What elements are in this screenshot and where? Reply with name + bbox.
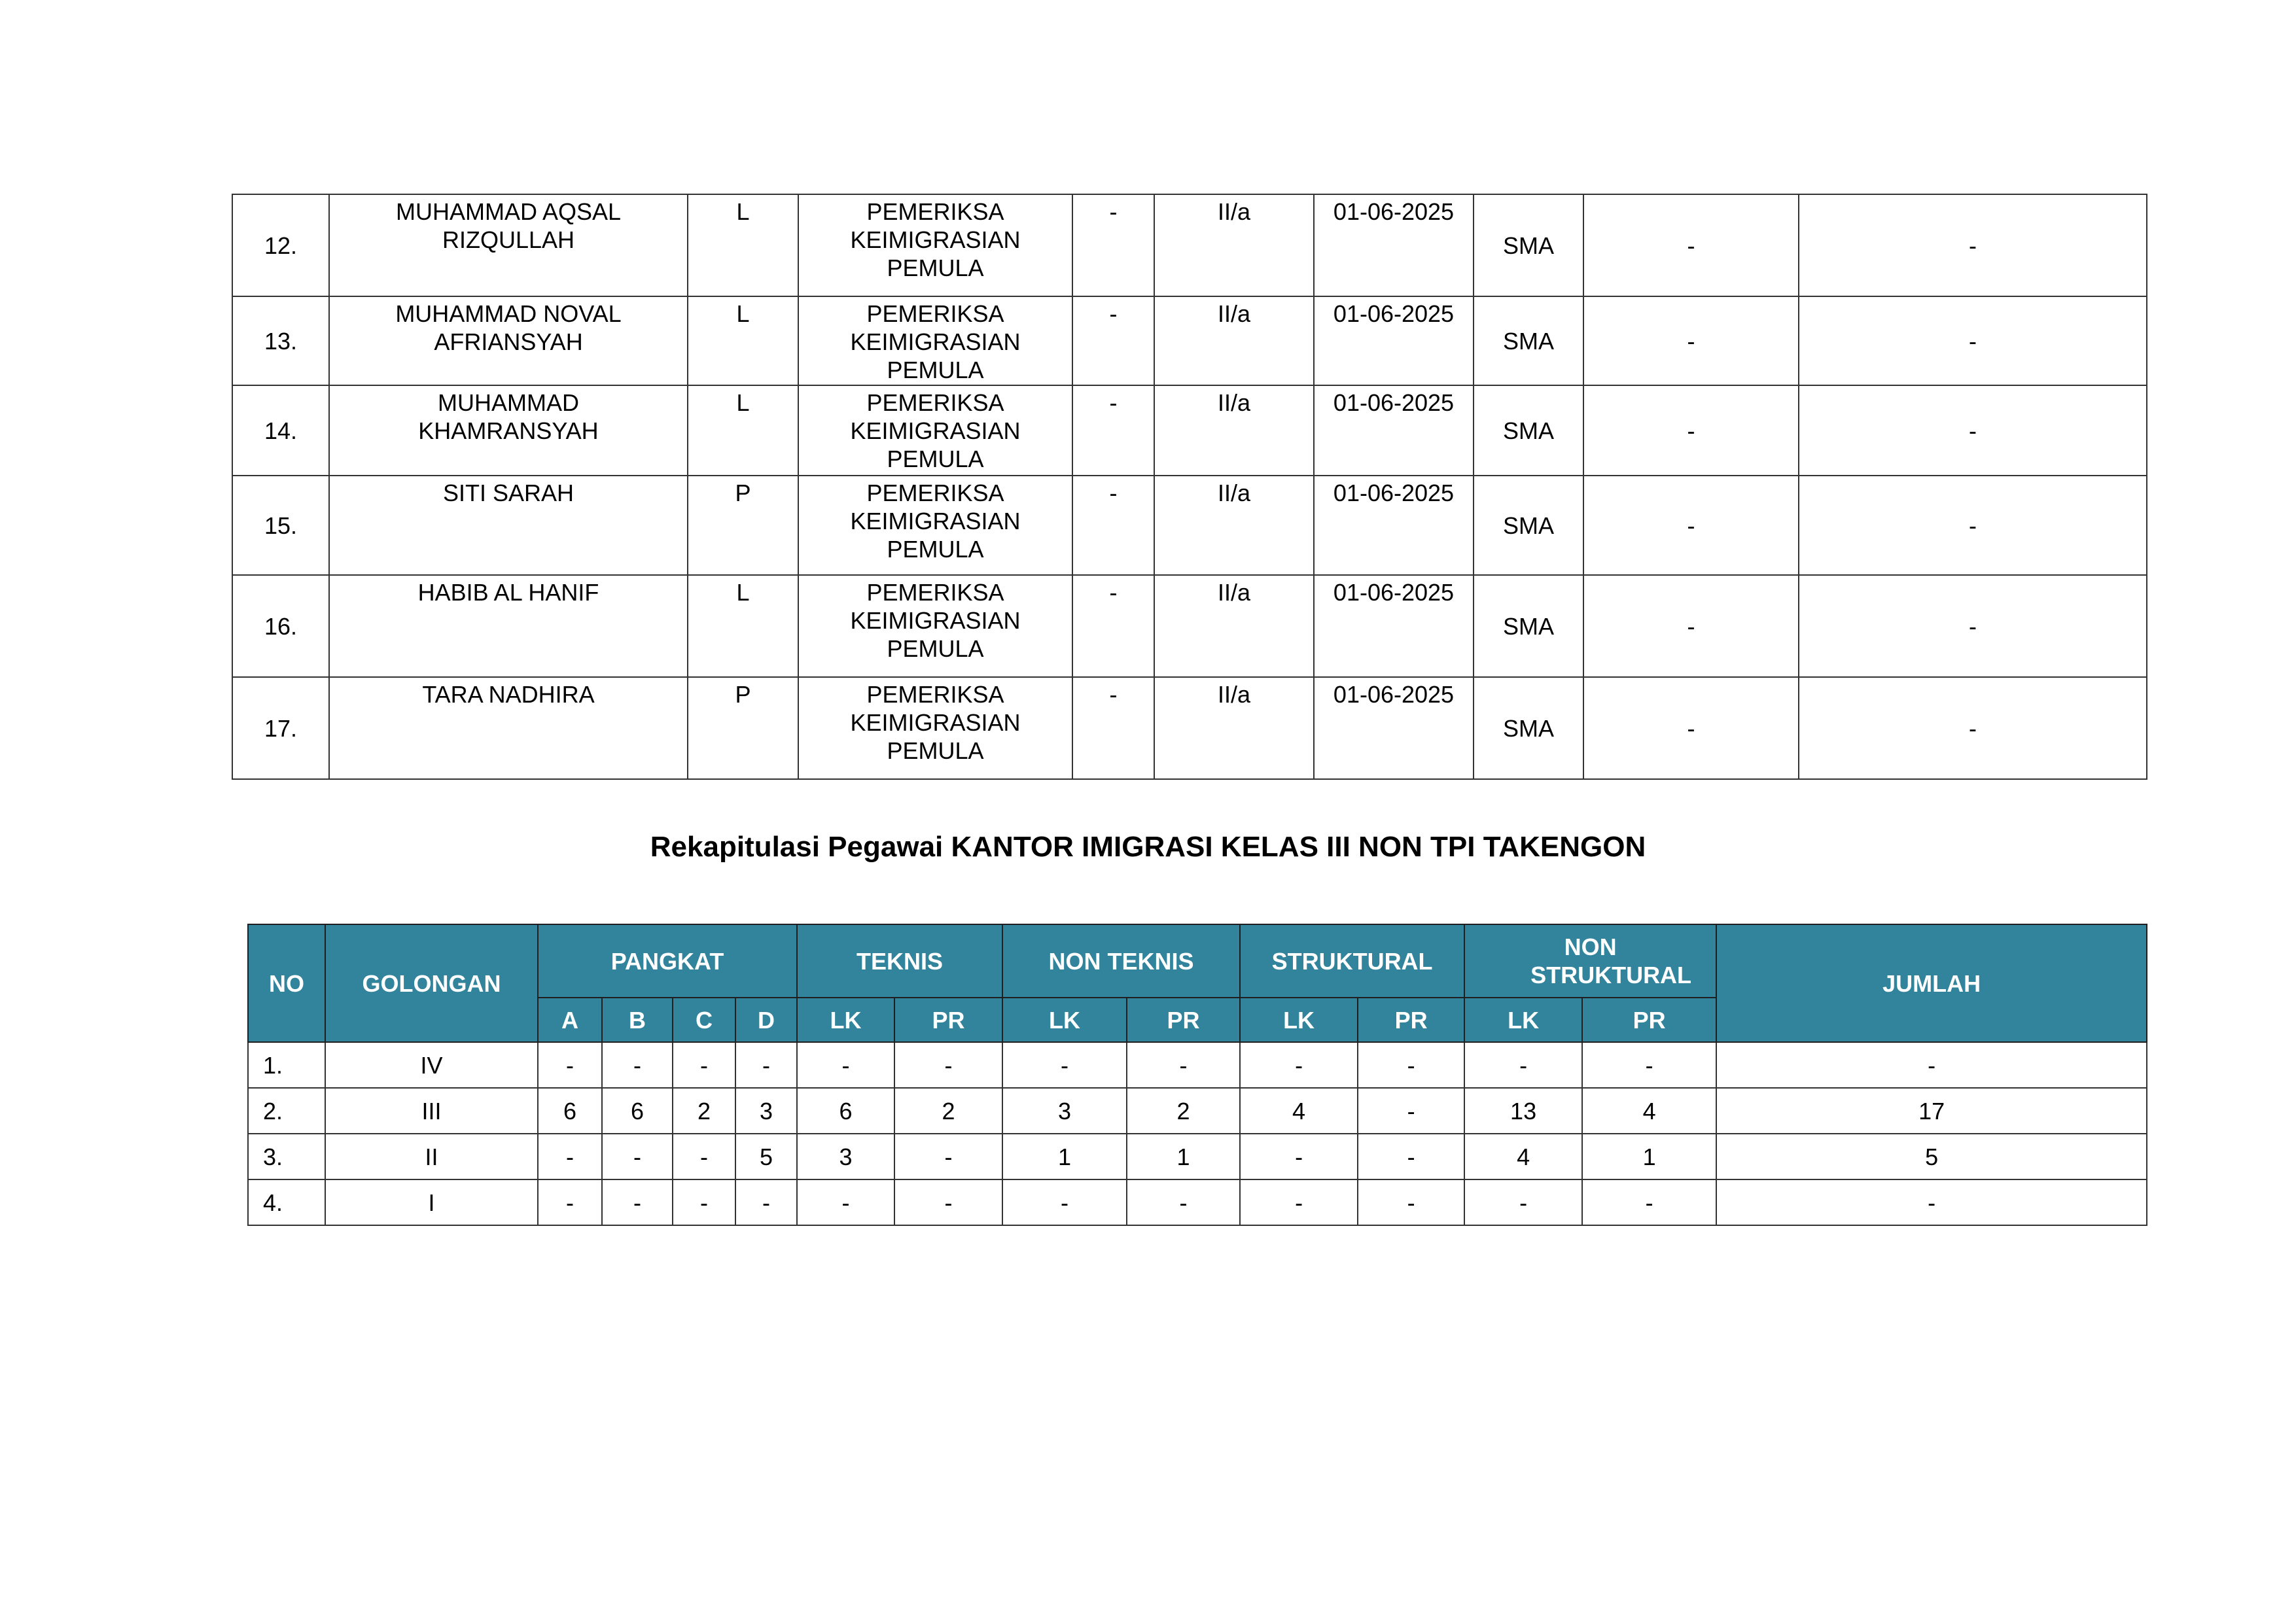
header-c: C <box>673 998 735 1042</box>
cell-name: MUHAMMAD AQSAL RIZQULLAH <box>329 194 688 296</box>
header-non-struktural-pr: PR <box>1582 998 1716 1042</box>
cell-struktural-lk: - <box>1240 1042 1358 1088</box>
cell-nonteknis-pr: 1 <box>1127 1134 1240 1179</box>
cell-date: 01-06-2025 <box>1314 575 1474 677</box>
cell-struktural-lk: - <box>1240 1134 1358 1179</box>
header-non-teknis: NON TEKNIS <box>1002 924 1240 998</box>
cell-no: 15. <box>232 476 329 575</box>
cell-date: 01-06-2025 <box>1314 677 1474 779</box>
cell-teknis-pr: - <box>894 1134 1002 1179</box>
cell-gender: L <box>688 575 798 677</box>
cell-dash: - <box>1799 296 2147 385</box>
cell-teknis-pr: 2 <box>894 1088 1002 1134</box>
cell-no: 2. <box>248 1088 325 1134</box>
cell-name: MUHAMMAD NOVAL AFRIANSYAH <box>329 296 688 385</box>
cell-nonstruktural-pr: - <box>1582 1179 1716 1225</box>
header-teknis: TEKNIS <box>797 924 1002 998</box>
cell-no: 13. <box>232 296 329 385</box>
cell-c: - <box>673 1134 735 1179</box>
cell-rank: II/a <box>1154 476 1314 575</box>
cell-position: PEMERIKSA KEIMIGRASIAN PEMULA <box>798 677 1072 779</box>
cell-dash: - <box>1072 476 1154 575</box>
cell-rank: II/a <box>1154 194 1314 296</box>
table-row <box>232 575 2147 677</box>
cell-dash: - <box>1072 296 1154 385</box>
cell-no: 4. <box>248 1179 325 1225</box>
header-teknis-pr: PR <box>894 998 1002 1042</box>
header-pangkat: PANGKAT <box>538 924 797 998</box>
cell-nonstruktural-pr: - <box>1582 1042 1716 1088</box>
table-row <box>248 1179 2147 1225</box>
table-row <box>248 1134 2147 1179</box>
cell-teknis-pr: - <box>894 1179 1002 1225</box>
table-row <box>232 194 2147 296</box>
cell-no: 3. <box>248 1134 325 1179</box>
cell-a: 6 <box>538 1088 602 1134</box>
cell-dash: - <box>1072 194 1154 296</box>
cell-date: 01-06-2025 <box>1314 296 1474 385</box>
header-d: D <box>735 998 797 1042</box>
cell-rank: II/a <box>1154 575 1314 677</box>
cell-dash: - <box>1799 385 2147 476</box>
cell-date: 01-06-2025 <box>1314 385 1474 476</box>
cell-b: - <box>602 1179 673 1225</box>
table-row <box>232 385 2147 476</box>
cell-dash: - <box>1072 385 1154 476</box>
cell-name: TARA NADHIRA <box>329 677 688 779</box>
recap-table <box>247 924 2147 1226</box>
recap-title: Rekapitulasi Pegawai KANTOR IMIGRASI KELAS III NON TPI TAKENGON <box>650 831 1646 863</box>
cell-teknis-pr: - <box>894 1042 1002 1088</box>
cell-c: 2 <box>673 1088 735 1134</box>
cell-rank: II/a <box>1154 677 1314 779</box>
cell-no: 12. <box>232 194 329 296</box>
cell-no: 16. <box>232 575 329 677</box>
cell-nonstruktural-lk: 4 <box>1464 1134 1582 1179</box>
cell-dash: - <box>1799 194 2147 296</box>
cell-golongan: IV <box>325 1042 538 1088</box>
header-struktural: STRUKTURAL <box>1240 924 1464 998</box>
cell-date: 01-06-2025 <box>1314 194 1474 296</box>
cell-b: - <box>602 1134 673 1179</box>
cell-dash: - <box>1583 476 1799 575</box>
cell-position: PEMERIKSA KEIMIGRASIAN PEMULA <box>798 575 1072 677</box>
cell-teknis-lk: - <box>797 1179 894 1225</box>
cell-struktural-pr: - <box>1358 1134 1464 1179</box>
cell-dash: - <box>1583 296 1799 385</box>
cell-nonteknis-lk: 1 <box>1002 1134 1127 1179</box>
cell-nonteknis-pr: 2 <box>1127 1088 1240 1134</box>
cell-name: HABIB AL HANIF <box>329 575 688 677</box>
table-row <box>248 1042 2147 1088</box>
cell-education: SMA <box>1474 575 1583 677</box>
table-row <box>248 1088 2147 1134</box>
cell-struktural-pr: - <box>1358 1042 1464 1088</box>
cell-education: SMA <box>1474 476 1583 575</box>
table-row <box>232 296 2147 385</box>
header-jumlah: JUMLAH <box>1716 924 2147 1042</box>
cell-a: - <box>538 1134 602 1179</box>
cell-struktural-pr: - <box>1358 1179 1464 1225</box>
cell-dash: - <box>1799 575 2147 677</box>
cell-gender: L <box>688 194 798 296</box>
cell-gender: L <box>688 385 798 476</box>
cell-teknis-lk: 6 <box>797 1088 894 1134</box>
cell-d: 5 <box>735 1134 797 1179</box>
header-struktural-pr: PR <box>1358 998 1464 1042</box>
cell-nonteknis-pr: - <box>1127 1179 1240 1225</box>
cell-position: PEMERIKSA KEIMIGRASIAN PEMULA <box>798 194 1072 296</box>
header-teknis-lk: LK <box>797 998 894 1042</box>
cell-jumlah: 5 <box>1716 1134 2147 1179</box>
cell-golongan: III <box>325 1088 538 1134</box>
header-non-teknis-lk: LK <box>1002 998 1127 1042</box>
header-non-teknis-pr: PR <box>1127 998 1240 1042</box>
cell-education: SMA <box>1474 296 1583 385</box>
cell-dash: - <box>1583 194 1799 296</box>
cell-dash: - <box>1799 677 2147 779</box>
cell-teknis-lk: 3 <box>797 1134 894 1179</box>
cell-jumlah: 17 <box>1716 1088 2147 1134</box>
header-b: B <box>602 998 673 1042</box>
cell-d: - <box>735 1179 797 1225</box>
cell-teknis-lk: - <box>797 1042 894 1088</box>
cell-no: 14. <box>232 385 329 476</box>
cell-gender: P <box>688 476 798 575</box>
cell-struktural-pr: - <box>1358 1088 1464 1134</box>
cell-position: PEMERIKSA KEIMIGRASIAN PEMULA <box>798 476 1072 575</box>
cell-position: PEMERIKSA KEIMIGRASIAN PEMULA <box>798 385 1072 476</box>
cell-rank: II/a <box>1154 296 1314 385</box>
cell-struktural-lk: 4 <box>1240 1088 1358 1134</box>
cell-education: SMA <box>1474 194 1583 296</box>
employee-table <box>232 194 2147 780</box>
cell-nonstruktural-lk: 13 <box>1464 1088 1582 1134</box>
cell-golongan: II <box>325 1134 538 1179</box>
cell-name: MUHAMMAD KHAMRANSYAH <box>329 385 688 476</box>
header-golongan: GOLONGAN <box>325 924 538 1042</box>
cell-a: - <box>538 1179 602 1225</box>
cell-b: - <box>602 1042 673 1088</box>
cell-c: - <box>673 1042 735 1088</box>
cell-position: PEMERIKSA KEIMIGRASIAN PEMULA <box>798 296 1072 385</box>
header-non-struktural: NON STRUKTURAL <box>1464 924 1716 998</box>
cell-dash: - <box>1072 677 1154 779</box>
cell-b: 6 <box>602 1088 673 1134</box>
header-a: A <box>538 998 602 1042</box>
cell-nonstruktural-pr: 1 <box>1582 1134 1716 1179</box>
cell-date: 01-06-2025 <box>1314 476 1474 575</box>
cell-a: - <box>538 1042 602 1088</box>
cell-gender: P <box>688 677 798 779</box>
cell-dash: - <box>1583 385 1799 476</box>
cell-nonteknis-pr: - <box>1127 1042 1240 1088</box>
cell-dash: - <box>1583 677 1799 779</box>
cell-nonteknis-lk: 3 <box>1002 1088 1127 1134</box>
cell-d: 3 <box>735 1088 797 1134</box>
cell-education: SMA <box>1474 385 1583 476</box>
cell-education: SMA <box>1474 677 1583 779</box>
table-row <box>232 677 2147 779</box>
header-non-struktural-lk: LK <box>1464 998 1582 1042</box>
cell-dash: - <box>1583 575 1799 677</box>
cell-dash: - <box>1799 476 2147 575</box>
cell-nonteknis-lk: - <box>1002 1179 1127 1225</box>
cell-jumlah: - <box>1716 1042 2147 1088</box>
cell-jumlah: - <box>1716 1179 2147 1225</box>
cell-nonteknis-lk: - <box>1002 1042 1127 1088</box>
cell-c: - <box>673 1179 735 1225</box>
cell-rank: II/a <box>1154 385 1314 476</box>
table-row <box>232 476 2147 575</box>
cell-golongan: I <box>325 1179 538 1225</box>
header-no: NO <box>248 924 325 1042</box>
cell-d: - <box>735 1042 797 1088</box>
header-struktural-lk: LK <box>1240 998 1358 1042</box>
cell-gender: L <box>688 296 798 385</box>
cell-struktural-lk: - <box>1240 1179 1358 1225</box>
cell-name: SITI SARAH <box>329 476 688 575</box>
cell-no: 17. <box>232 677 329 779</box>
cell-nonstruktural-lk: - <box>1464 1179 1582 1225</box>
cell-nonstruktural-lk: - <box>1464 1042 1582 1088</box>
cell-no: 1. <box>248 1042 325 1088</box>
cell-dash: - <box>1072 575 1154 677</box>
cell-nonstruktural-pr: 4 <box>1582 1088 1716 1134</box>
